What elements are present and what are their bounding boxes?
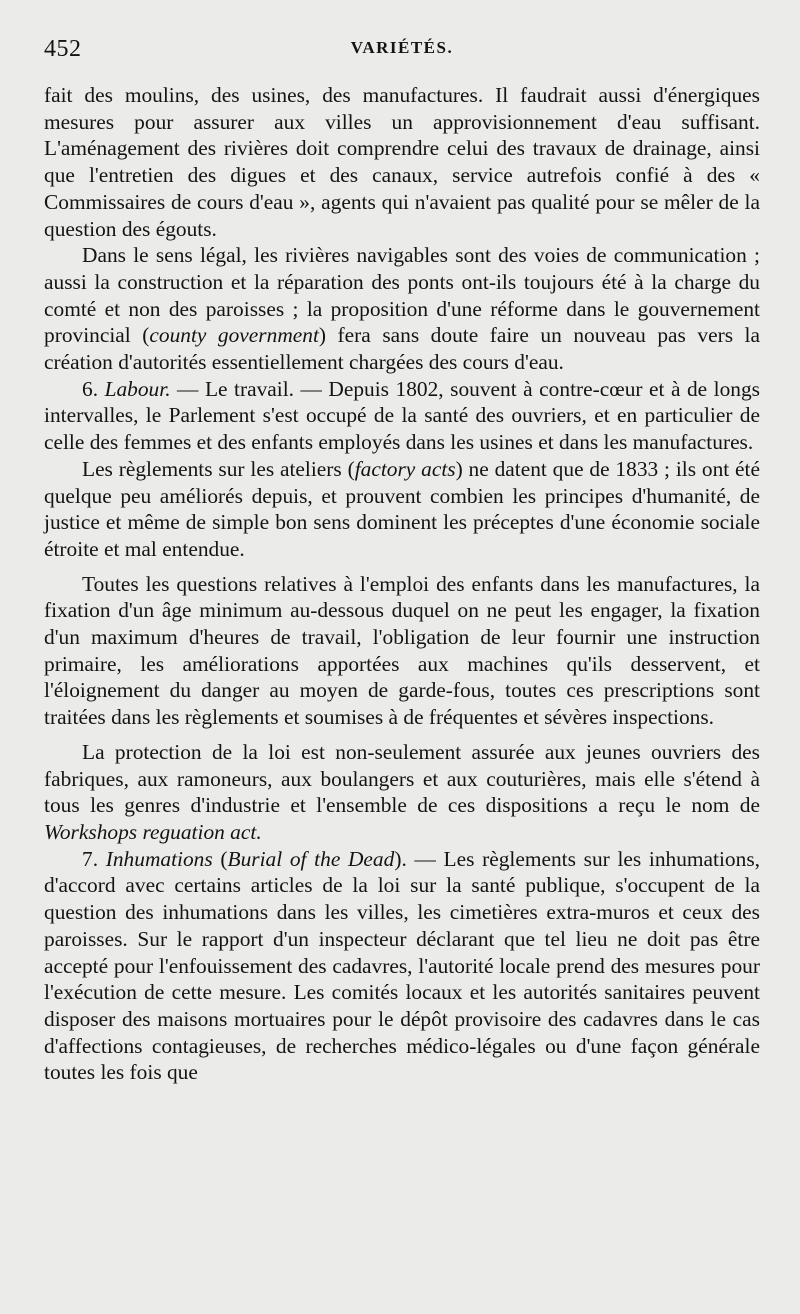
paragraph — [44, 242, 760, 376]
text-run: fait des moulins, des usines, des manufactures. Il faudrait aussi d'énergiques mesures pour assurer aux villes un approvisionnement d'eau suffisant. L'aménagement des rivières doit comprendre celui des travaux de drainage, ainsi que l'entretien des digues et des canaux, service autrefois confié à des « Commissaires de cours d'eau », agents qui n'avaient pas qualité pour se mêler de la question des égouts. — [44, 83, 760, 241]
paragraph — [44, 571, 760, 731]
paragraph — [44, 846, 760, 1086]
page-header — [44, 30, 760, 82]
italic-text: factory acts — [354, 456, 456, 481]
italic-text: Labour. — [104, 376, 171, 401]
text-run: Dans le sens légal, les rivières navigables sont des voies de communication ; aussi la construction et la réparation des ponts ont-ils toujours été à la charge du comté et non des paroisses ; la proposition d'une réforme dans le gouvernement provincial ( — [44, 243, 760, 348]
italic-text: Burial of the Dead — [227, 846, 395, 871]
text-run: ) ne datent que de 1833 ; ils ont été quelque peu améliorés depuis, et prouvent combien les principes d'humanité, de justice et même de simple bon sens dominent les préceptes d'une économie sociale étroite et mal entendue. — [44, 456, 760, 561]
text-run: Toutes les questions relatives à l'emploi des enfants dans les manufactures, la fixation d'un âge minimum au-dessous duquel on ne peut les engager, la fixation d'un maximum d'heures de travail, l'obligation de leur fournir une instruction primaire, les améliorations apportées aux machines qu'ils desservent, et l'éloignement du danger au moyen de garde-fous, toutes ces prescriptions sont traitées dans les règlements et soumises à de fréquentes et sévères inspections. — [44, 571, 760, 730]
body-text — [44, 82, 760, 1086]
paragraph — [44, 739, 760, 846]
italic-text: county government — [149, 323, 319, 348]
italic-text: Inhumations — [105, 846, 213, 871]
paragraph — [44, 376, 760, 456]
italic-text: Workshops reguation act. — [44, 819, 262, 844]
text-run: 7. — [82, 846, 106, 871]
text-run: 6. — [82, 376, 105, 401]
text-run: — Le travail. — Depuis 1802, souvent à contre-cœur et à de longs intervalles, le Parlement s'est occupé de la santé des ouvriers, et en particulier de celle des femmes et des enfants employés dans les usines et dans les manufactures. — [44, 376, 761, 455]
text-run: ) fera sans doute faire un nouveau pas vers la création d'autorités essentiellement chargées des cours d'eau. — [44, 323, 760, 375]
paragraph — [44, 82, 760, 242]
text-run: ( — [212, 846, 228, 871]
page-number: 452 — [44, 36, 82, 62]
running-title: VARIÉTÉS. — [350, 38, 454, 57]
text-run: La protection de la loi est non-seulement assurée aux jeunes ouvriers des fabriques, aux ramoneurs, aux boulangers et aux couturières, mais elle s'étend à tous les genres d'industrie et l'ensemble de ces dispositions a reçu le nom de — [44, 739, 760, 818]
text-run: Les règlements sur les ateliers ( — [82, 456, 355, 481]
paragraph — [44, 456, 760, 563]
text-run: ). — Les règlements sur les inhumations, d'accord avec certains articles de la loi sur la santé publique, s'occupent de la question des inhumations dans les villes, les cimetières extra-muros et ceux des paroisses. Sur le rapport d'un inspecteur déclarant que tel lieu ne doit pas être accepté pour l'enfouissement des cadavres, l'autorité locale prend des mesures pour l'exécution de cette mesure. Les comités locaux et les autorités sanitaires peuvent disposer des maisons mortuaires pour le dépôt provisoire des cadavres dans le cas d'affections contagieuses, de recherches médico-légales ou d'une façon générale toutes les fois que — [44, 846, 760, 1085]
